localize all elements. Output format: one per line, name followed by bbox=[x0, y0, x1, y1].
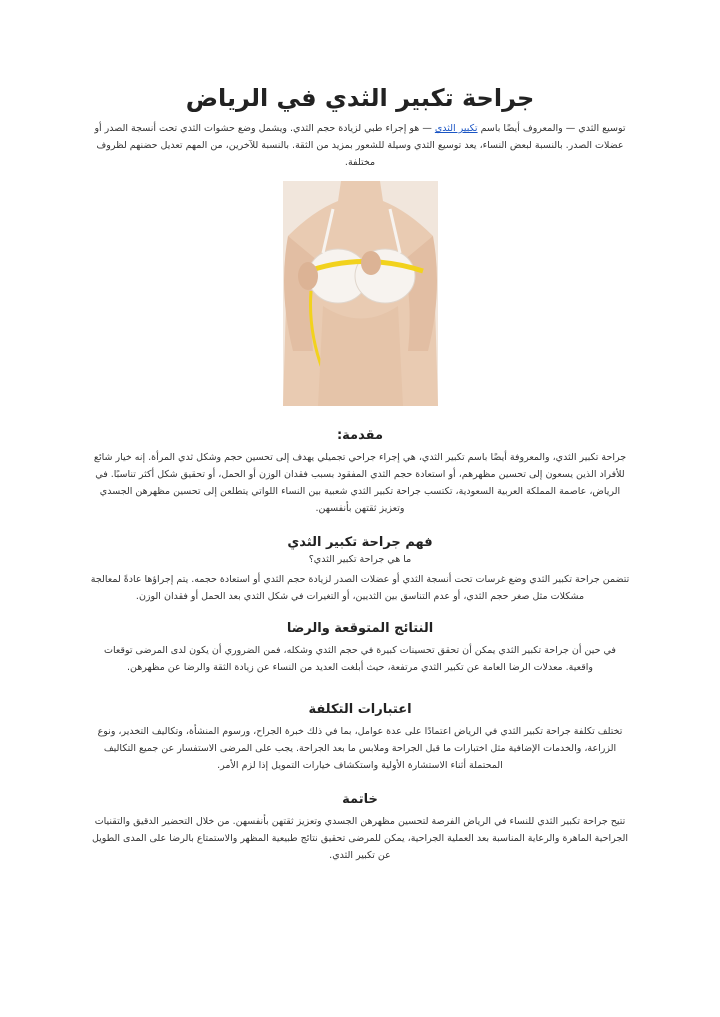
hero-illustration bbox=[283, 181, 438, 406]
hero-image-container bbox=[0, 181, 720, 406]
intro-paragraph bbox=[90, 120, 630, 171]
intro-text-end: — هو إجراء طبي لزيادة حجم الثدي. ويشمل وضع حشوات الثدي تحت أنسجة الصدر أو عضلات الصدر. بالنسبة لبعض النساء، يعد توسيع الثدي وسيلة للشعور بمزيد من الثقة. بالنسبة للآخرين، من المهم تعديل حضنهم لظروف مختلفة. bbox=[94, 123, 624, 168]
section-body: في حين أن جراحة تكبير الثدي يمكن أن تحقق تحسينات كبيرة في حجم الثدي وشكله، فمن الضروري أن يكون لدى المرضى توقعات واقعية. معدلات الرضا العامة عن تكبير الثدي مرتفعة، حيث أبلغت العديد من النساء عن زيادة الثقة والرضا عن مظهرهن. bbox=[104, 645, 616, 673]
section-body: جراحة تكبير الثدي، والمعروفة أيضًا باسم تكبير الثدي، هي إجراء جراحي تجميلي يهدف إلى تحسين حجم وشكل ثدي المرأة. إنه خيار شائع للأفراد الذين يسعون إلى تحسين مظهرهم، أو استعادة حجم الثدي المفقود بسبب فقدان الوزن أو الحمل، أو تحقيق شكل أكثر تناسبًا. في الرياض، عاصمة المملكة العربية السعودية، تكتسب جراحة تكبير الثدي شعبية بين النساء اللواتي يتطلعن إلى تحسين مظهرهن الجسدي وتعزيز ثقتهن بأنفسهن. bbox=[93, 452, 627, 514]
section-title: خاتمة bbox=[342, 792, 378, 807]
section-body: تختلف تكلفة جراحة تكبير الثدي في الرياض اعتمادًا على عدة عوامل، بما في ذلك خبرة الجراح، ورسوم المنشأة، وتكاليف التخدير، ونوع الزراعة، والخدمات الإضافية مثل اختبارات ما قبل الجراحة وملابس ما بعد الجراحة. يجب على المرضى الاستفسار عن جميع التكاليف المحتملة أثناء الاستشارة الأولية واستكشاف خيارات التمويل إذا لزم الأمر. bbox=[97, 726, 623, 771]
page-title: جراحة تكبير الثدي في الرياض bbox=[185, 84, 535, 112]
section-understanding bbox=[0, 535, 720, 605]
intro-text-start: توسيع الثدي — والمعروف أيضًا باسم bbox=[477, 123, 626, 134]
photo-woman-measuring-tape-icon bbox=[283, 181, 438, 406]
section-expected-results bbox=[0, 621, 720, 676]
section-body: تتيح جراحة تكبير الثدي للنساء في الرياض الفرصة لتحسين مظهرهن الجسدي وتعزيز ثقتهن بأنفسهن. من خلال التحضير الدقيق والتقنيات الجراحية الماهرة والرعاية المناسبة بعد العملية الجراحية، يمكن للمرضى تحقيق نتائج طبيعية المظهر والاستمتاع بالرضا على المدى الطويل عن تكبير الثدي. bbox=[91, 816, 629, 861]
section-body: تتضمن جراحة تكبير الثدي وضع غرسات تحت أنسجة الثدي أو عضلات الصدر لزيادة حجم الثدي أو استعادة حجمه. يتم إجراؤها عادةً لمعالجة مشكلات مثل صغر حجم الثدي، أو عدم التناسق بين الثديين، أو التغيرات في شكل الثدي بعد الحمل أو فقدان الوزن. bbox=[90, 574, 630, 602]
section-title: مقدمة: bbox=[336, 428, 384, 443]
section-title: اعتبارات التكلفة bbox=[308, 702, 412, 717]
section-title: النتائج المتوقعة والرضا bbox=[286, 621, 434, 636]
section-title: فهم جراحة تكبير الثدي bbox=[287, 535, 433, 550]
section-introduction bbox=[0, 428, 720, 517]
section-cost bbox=[0, 702, 720, 774]
section-conclusion bbox=[0, 792, 720, 864]
breast-augmentation-link[interactable]: تكبير الثدي bbox=[434, 123, 478, 134]
section-subtitle: ما هي جراحة تكبير الثدي؟ bbox=[308, 554, 412, 565]
